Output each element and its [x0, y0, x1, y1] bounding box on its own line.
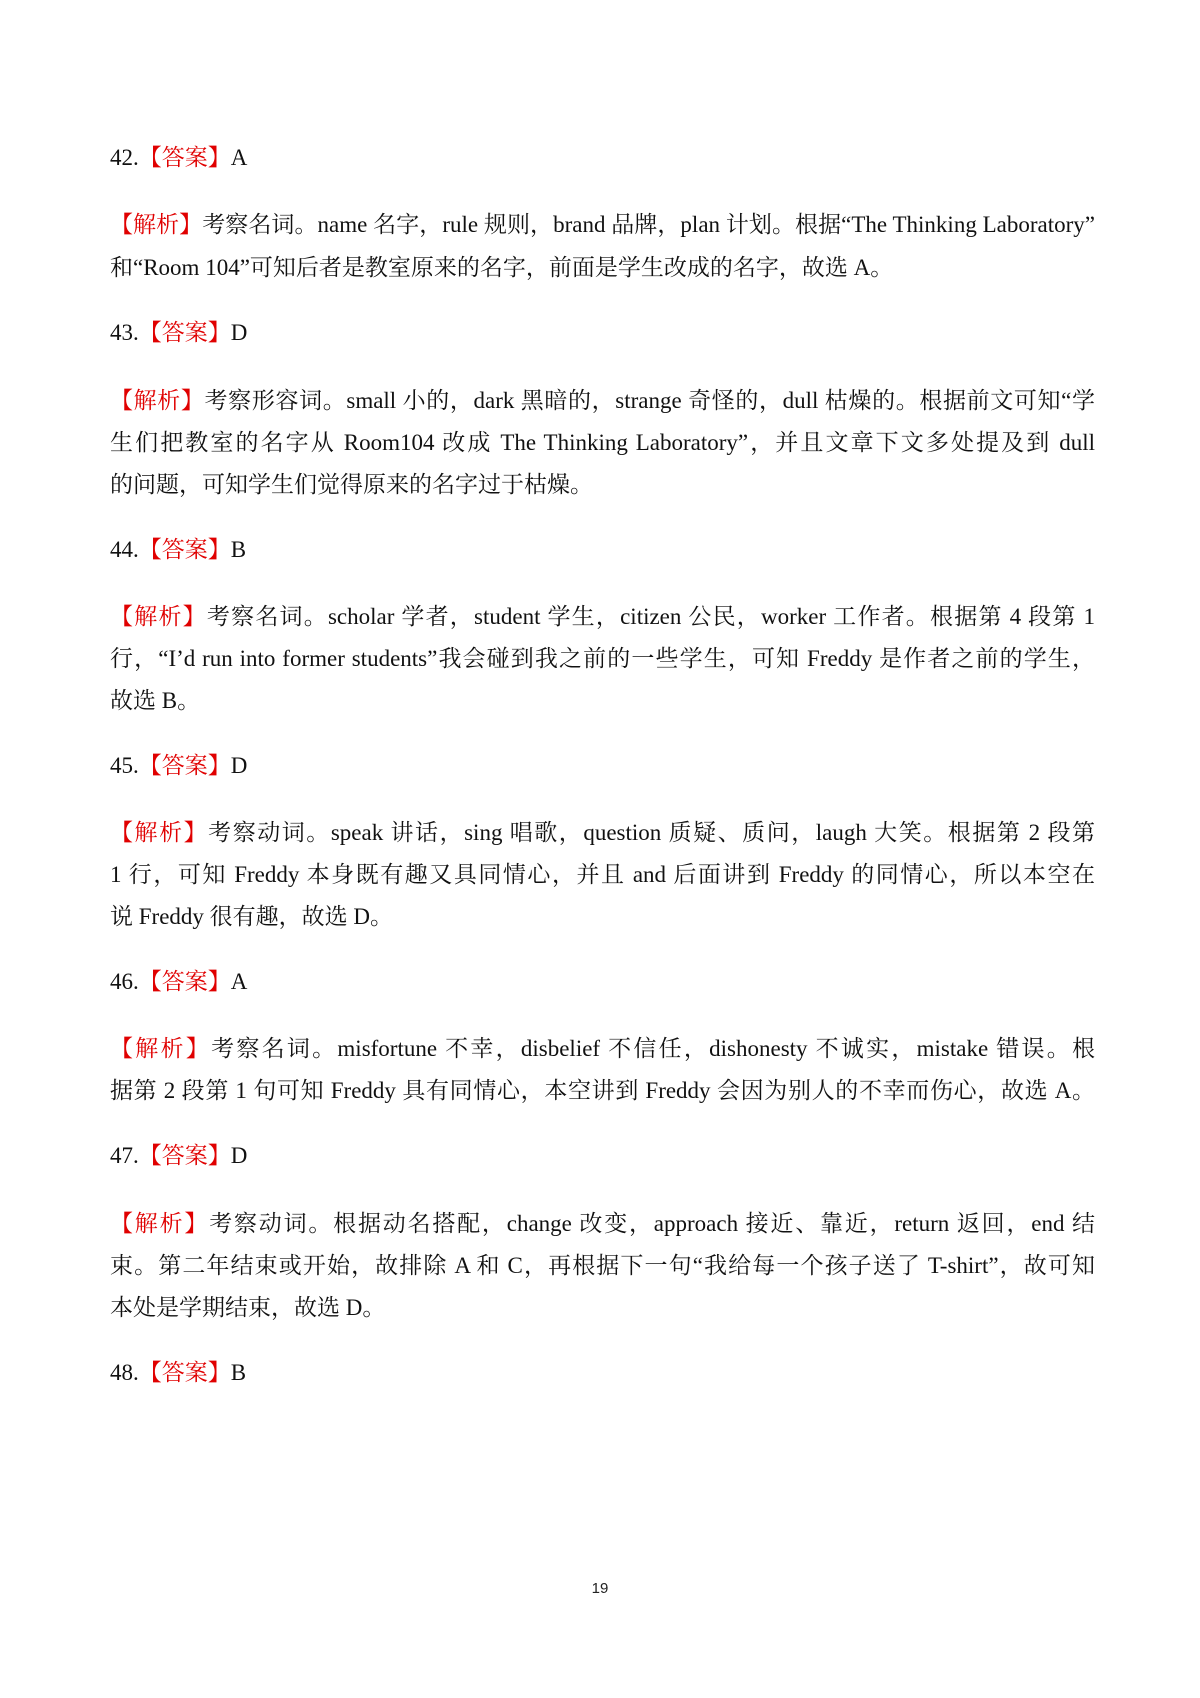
answer-value: B	[230, 1360, 247, 1385]
answer-value: D	[230, 1143, 248, 1168]
analysis-line	[110, 202, 1095, 247]
answer-tag: 【答案】	[138, 1143, 231, 1168]
analysis-tag: 【解析】	[110, 604, 207, 629]
analysis-line	[110, 852, 1095, 897]
analysis-line	[110, 1285, 1095, 1330]
analysis-line	[110, 245, 1095, 290]
question-number: 42.	[110, 145, 139, 170]
answer-value: D	[230, 320, 248, 345]
analysis-line	[110, 594, 1095, 639]
analysis-tag: 【解析】	[110, 820, 209, 845]
answer-tag: 【答案】	[138, 969, 231, 994]
analysis-line	[110, 378, 1095, 423]
analysis-text: 1 行，可知 Freddy 本身既有趣又具同情心，并且 and 后面讲到 Freddy 的同情心，所以本空在	[110, 862, 1095, 887]
answer-tag: 【答案】	[138, 753, 231, 778]
analysis-line	[110, 1243, 1095, 1288]
analysis-line	[110, 894, 1095, 939]
question-number: 43.	[110, 320, 139, 345]
answer-line-44	[110, 527, 1095, 572]
answer-tag: 【答案】	[138, 145, 231, 170]
analysis-text: 束。第二年结束或开始，故排除 A 和 C，再根据下一句“我给每一个孩子送了 T-shirt”，故可知	[110, 1253, 1095, 1278]
answer-value: A	[230, 969, 248, 994]
answer-line-47	[110, 1133, 1095, 1178]
analysis-text: 考察动词。speak 讲话，sing 唱歌，question 质疑、质问，laugh 大笑。根据第 2 段第	[208, 820, 1096, 845]
analysis-tag: 【解析】	[110, 212, 203, 237]
analysis-tag: 【解析】	[110, 388, 205, 413]
answer-tag: 【答案】	[138, 320, 231, 345]
analysis-text: 本处是学期结束，故选 D。	[110, 1295, 386, 1320]
analysis-text: 故选 B。	[110, 688, 201, 713]
analysis-line	[110, 1068, 1095, 1113]
answer-line-48	[110, 1350, 1095, 1395]
analysis-text: 行，“I’d run into former students”我会碰到我之前的一些学生，可知 Freddy 是作者之前的学生，	[110, 646, 1095, 671]
answer-tag: 【答案】	[138, 537, 231, 562]
analysis-text: 说 Freddy 很有趣，故选 D。	[110, 904, 394, 929]
question-number: 44.	[110, 537, 139, 562]
answer-tag: 【答案】	[138, 1360, 231, 1385]
question-number: 47.	[110, 1143, 139, 1168]
analysis-text: 考察名词。name 名字，rule 规则，brand 品牌，plan 计划。根据“The Thinking Laboratory”	[202, 212, 1096, 237]
analysis-line	[110, 810, 1095, 855]
analysis-line	[110, 678, 1095, 723]
question-number: 46.	[110, 969, 139, 994]
answer-line-43	[110, 310, 1095, 355]
analysis-text: 考察名词。scholar 学者，student 学生，citizen 公民，worker 工作者。根据第 4 段第 1	[206, 604, 1096, 629]
analysis-text: 生们把教室的名字从 Room104 改成 The Thinking Laboratory”，并且文章下文多处提及到 dull	[110, 430, 1095, 455]
analysis-text: 考察形容词。small 小的，dark 黑暗的，strange 奇怪的，dull 枯燥的。根据前文可知“学	[204, 388, 1095, 413]
page-number: 19	[591, 1580, 609, 1597]
analysis-line	[110, 1201, 1095, 1246]
answer-line-46	[110, 959, 1095, 1004]
question-number: 48.	[110, 1360, 139, 1385]
analysis-line	[110, 1026, 1095, 1071]
analysis-text: 考察动词。根据动名搭配，change 改变，approach 接近、靠近，return 返回，end 结	[209, 1211, 1095, 1236]
analysis-tag: 【解析】	[110, 1211, 210, 1236]
analysis-line	[110, 462, 1095, 507]
answer-value: A	[230, 145, 248, 170]
analysis-tag: 【解析】	[110, 1036, 212, 1061]
answer-value: D	[230, 753, 248, 778]
analysis-text: 的问题，可知学生们觉得原来的名字过于枯燥。	[110, 472, 593, 497]
answer-value: B	[230, 537, 247, 562]
answer-line-45	[110, 743, 1095, 788]
analysis-line	[110, 420, 1095, 465]
analysis-text: 和“Room 104”可知后者是教室原来的名字，前面是学生改成的名字，故选 A。	[110, 255, 894, 280]
answer-line-42	[110, 135, 1095, 180]
analysis-text: 据第 2 段第 1 句可知 Freddy 具有同情心，本空讲到 Freddy 会因为别人的不幸而伤心，故选 A。	[110, 1078, 1095, 1103]
analysis-line	[110, 636, 1095, 681]
analysis-text: 考察名词。misfortune 不幸，disbelief 不信任，dishonesty 不诚实，mistake 错误。根	[211, 1036, 1096, 1061]
question-number: 45.	[110, 753, 139, 778]
